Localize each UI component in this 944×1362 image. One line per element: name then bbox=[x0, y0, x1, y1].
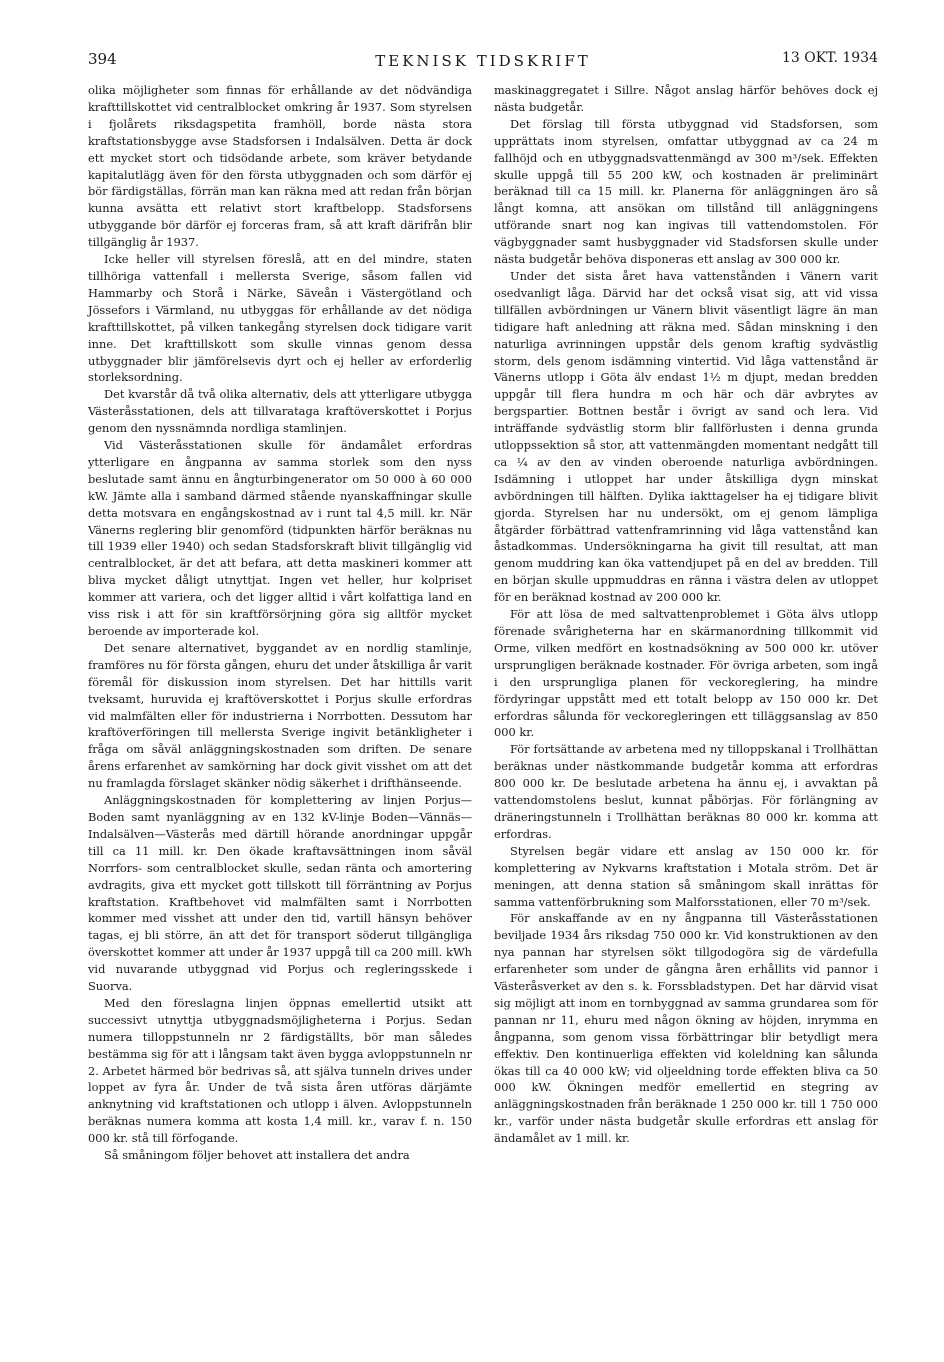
paragraph: För fortsättande av arbetena med ny tilloppskanal i Trollhättan beräknas under nästkommande budgetår komma att erfordras 800 000 kr. De beslutade arbetena ha ännu ej, i avvaktan på vattendomstolens beslut, kunnat påbörjas. För förlängning av dräneringstunneln i Trollhättan beräknas 80 000 kr. komma att erfordras. bbox=[494, 742, 878, 841]
journal-title: TEKNISK TIDSKRIFT bbox=[375, 52, 591, 70]
left-column bbox=[88, 82, 472, 1164]
page-header bbox=[88, 50, 878, 74]
paragraph: Så småningom följer behovet att installera det andra bbox=[104, 1148, 410, 1163]
paragraph: Styrelsen begär vidare ett anslag av 150 000 kr. för komplettering av Nykvarns kraftstation i Motala ström. Det är meningen, att denna station så småningom skall inrättas för samma vattenförbrukning som Malforsstationen, eller 70 m³/sek. bbox=[494, 843, 878, 909]
paragraph: Med den föreslagna linjen öppnas emellertid utsikt att successivt utnyttja utbyggnadsmöjligheterna i Porjus. Sedan numera tilloppstunneln nr 2 färdigställts, bör man således bestämma sig för att i långsam takt även bygga avloppstunneln nr 2. Arbetet härmed bör bedrivas så, att själva tunneln drives under loppet av fyra år. Under de två sista åren utföras därjämte anknytning vid kraftstationen och utlopp i älven. Avloppstunneln beräknas numera komma att kosta 1,4 mill. kr., varav f. n. 150 000 kr. stå till förfogande. bbox=[88, 995, 472, 1146]
paragraph: Icke heller vill styrelsen föreslå, att en del mindre, staten tillhöriga vattenfall i mellersta Sverige, såsom fallen vid Hammarby och Storå i Närke, Säveån i Västergötland och Jössefors i Värmland, nu utbyggas för erhållande av det nödiga krafttillskottet, på vilken tankegång styrelsen dock tidigare varit inne. Det krafttillskott som skulle vinnas genom dessa utbyggnader blir jämförelsevis dyrt och ej heller av erforderlig storleksordning. bbox=[88, 252, 472, 385]
paragraph: Det förslag till första utbyggnad vid Stadsforsen, som upprättats inom styrelsen, omfattar utbyggnad av ca 24 m fallhöjd och en utbyggnadsvattenmängd av 300 m³/sek. Effekten skulle uppgå till 55 200 kW, och kostnaden är preliminärt beräknad till ca 15 mill. kr. Planerna för anläggningen äro så långt komna, att ansökan om tillstånd till anläggningens utförande snart nog kan ingivas till vattendomstolen. För vägbyggnader samt husbyggnader vid Stadsforsen skulle under nästa budgetår behöva disponeras ett anslag av 300 000 kr. bbox=[494, 116, 878, 267]
paragraph: Vid Västeråsstationen skulle för ändamålet erfordras ytterligare en ångpanna av samma storlek som den nyss beslutade samt ännu en ångturbingenerator om 50 000 à 60 000 kW. Jämte alla i samband därmed stående nyanskaffningar skulle detta motsvara en engångskostnad av i runt tal 4,5 mill. kr. När Vänerns reglering blir genomförd (tidpunkten härför beräknas nu till 1939 eller 1940) och sedan Stadsforskraft blivit tillgänglig vid centralblocket, är det att befara, att detta maskineri kommer att bliva mycket dåligt utnyttjat. Ingen vet heller, hur kolpriset kommer att variera, och det ligger alltid i vårt kolfattiga land en viss risk i att för sin kraftförsörjning göra sig alltför mycket beroende av importerade kol. bbox=[88, 438, 472, 638]
paragraph: olika möjligheter som finnas för erhållande av det nödvändiga krafttillskottet vid centralblocket omkring år 1937. Som styrelsen i fjolårets riksdagspetita framhöll, borde nästa stora kraftstationsbygge avse Stadsforsen i Indalsälven. Detta är dock ett mycket stort och tidsödande arbete, som kräver betydande kapitalutlägg även för den första utbyggnaden och som därför ej bör färdigställas, förrän man kan räkna med att redan från början kunna avsätta ett relativt stort kraftbelopp. Stadsforsens utbyggande bör därför ej forceras fram, så att kraft därifrån blir tillgänglig år 1937. bbox=[88, 83, 472, 250]
paragraph: maskinaggregatet i Sillre. Något anslag härför behöves dock ej nästa budgetår. bbox=[494, 83, 878, 114]
paragraph: För anskaffande av en ny ångpanna till Västeråsstationen beviljade 1934 års riksdag 750 000 kr. Vid konstruktionen av den nya pannan har styrelsen sökt tillgodogöra sig de värdefulla erfarenheter som under de gångna åren erhållits vid pannor i Västeråsverket av den s. k. Forssbladstypen. Det har därvid visat sig möjligt att inom en tornbyggnad av samma grundarea som för pannan nr 11, ehuru med någon ökning av höjden, inrymma en ångpanna, som genom vissa förbättringar blir betydligt mera effektiv. Den kontinuerliga effekten vid koleldning kan sålunda ökas till ca 40 000 kW; vid oljeeldning torde effekten bliva ca 50 000 kW. Ökningen medför emellertid en stegring av anläggningskostnaden från beräknade 1 250 000 kr. till 1 750 000 kr., varför under nästa budgetår skulle erfordras ett anslag för ändamålet av 1 mill. kr. bbox=[494, 911, 878, 1146]
right-column bbox=[494, 82, 878, 1147]
issue-date: 13 OKT. 1934 bbox=[781, 50, 878, 66]
paragraph: Det kvarstår då två olika alternativ, dels att ytterligare utbygga Västeråsstationen, dels att tillvarataga kraftöverskottet i Porjus genom den nyssnämnda nordliga stamlinjen. bbox=[88, 387, 472, 436]
paragraph: Det senare alternativet, byggandet av en nordlig stamlinje, framföres nu för första gången, ehuru det under åtskilliga år varit föremål för diskussion inom styrelsen. Det har hittills varit tveksamt, huruvida ej kraftöverskottet i Porjus skulle erfordras vid malmfälten eller för industrierna i Norrbotten. Dessutom har kraftöverföringen till mellersta Sverige ingivit betänkligheter i fråga om såväl anläggningskostnaden som driften. De senare årens erfarenhet av samkörning har dock givit visshet om att det nu framlagda förslaget skänker nödig säkerhet i drifthänseende. bbox=[88, 640, 472, 791]
paragraph: Under det sista året hava vattenstånden i Vänern varit osedvanligt låga. Därvid har det också visat sig, att vid vissa tillfällen avbördningen ur Vänern blivit väsentligt lägre än man tidigare haft anledning att räkna med. Sådan minskning i den naturliga avrinningen uppstår dels genom kraftig sydvästlig storm, dels genom isdämning vintertid. Vid låga vattenstånd är Vänerns utlopp i Göta älv endast 1½ m djupt, medan bredden uppgår till flera hundra m och här och där avbrytes av bergspartier. Bottnen består i övrigt av sand och lera. Vid inträffande sydvästlig storm blir fallförlusten i denna grunda utloppssektion så stor, att vattenmängden momentant nedgått till ca ¼ av den av vinden oberoende naturliga avbördningen. Isdämning i utloppet har under åtskilliga dygn minskat avbördningen till hälften. Dylika iakttagelser ha ej tidigare blivit gjorda. Styrelsen har nu undersökt, om ej genom lämpliga åtgärder förbättrad vattenframrinning vid låga vattenstånd kan åstadkommas. Undersökningarna ha givit till resultat, att man genom muddring kan öka vattendjupet på en del av bredden. Till en början skulle uppmuddras en ränna i västra delen av utloppet för en beräknad kostnad av 200 000 kr. bbox=[494, 268, 878, 605]
paragraph: Anläggningskostnaden för komplettering av linjen Porjus—Boden samt nyanläggning av en 132 kV-linje Boden—Vännäs—Indalsälven—Västerås med därtill hörande anordningar uppgår till ca 11 mill. kr. Den ökade kraftavsättningen inom såväl Norrfors- som centralblocket skulle, sedan ränta och amortering avdragits, giva ett mycket gott tillskott till förräntning av Porjus kraftstation. Kraftbehovet vid malmfälten samt i Norrbotten kommer med visshet att under den tid, vartill hänsyn behöver tagas, ej bli större, än att det för transport söderut tillgängliga överskottet kommer att under år 1937 uppgå till ca 200 mill. kWh vid nuvarande utbyggnad vid Porjus och regleringsskede i Suorva. bbox=[88, 793, 472, 994]
page-number: 394 bbox=[88, 50, 117, 68]
paragraph: För att lösa de med saltvattenproblemet i Göta älvs utlopp förenade svårigheterna har en skärmanordning tillkommit vid Orme, vilken medfört en kostnadsökning av 500 000 kr. utöver ursprungligen beräknade kostnader. För övriga arbeten, som ingå i den ursprungliga planen för veckoreglering, ha mindre fördyringar uppstått med ett totalt belopp av 150 000 kr. Det erfordras sålunda för veckoregleringen ett tilläggsanslag av 850 000 kr. bbox=[494, 607, 878, 740]
